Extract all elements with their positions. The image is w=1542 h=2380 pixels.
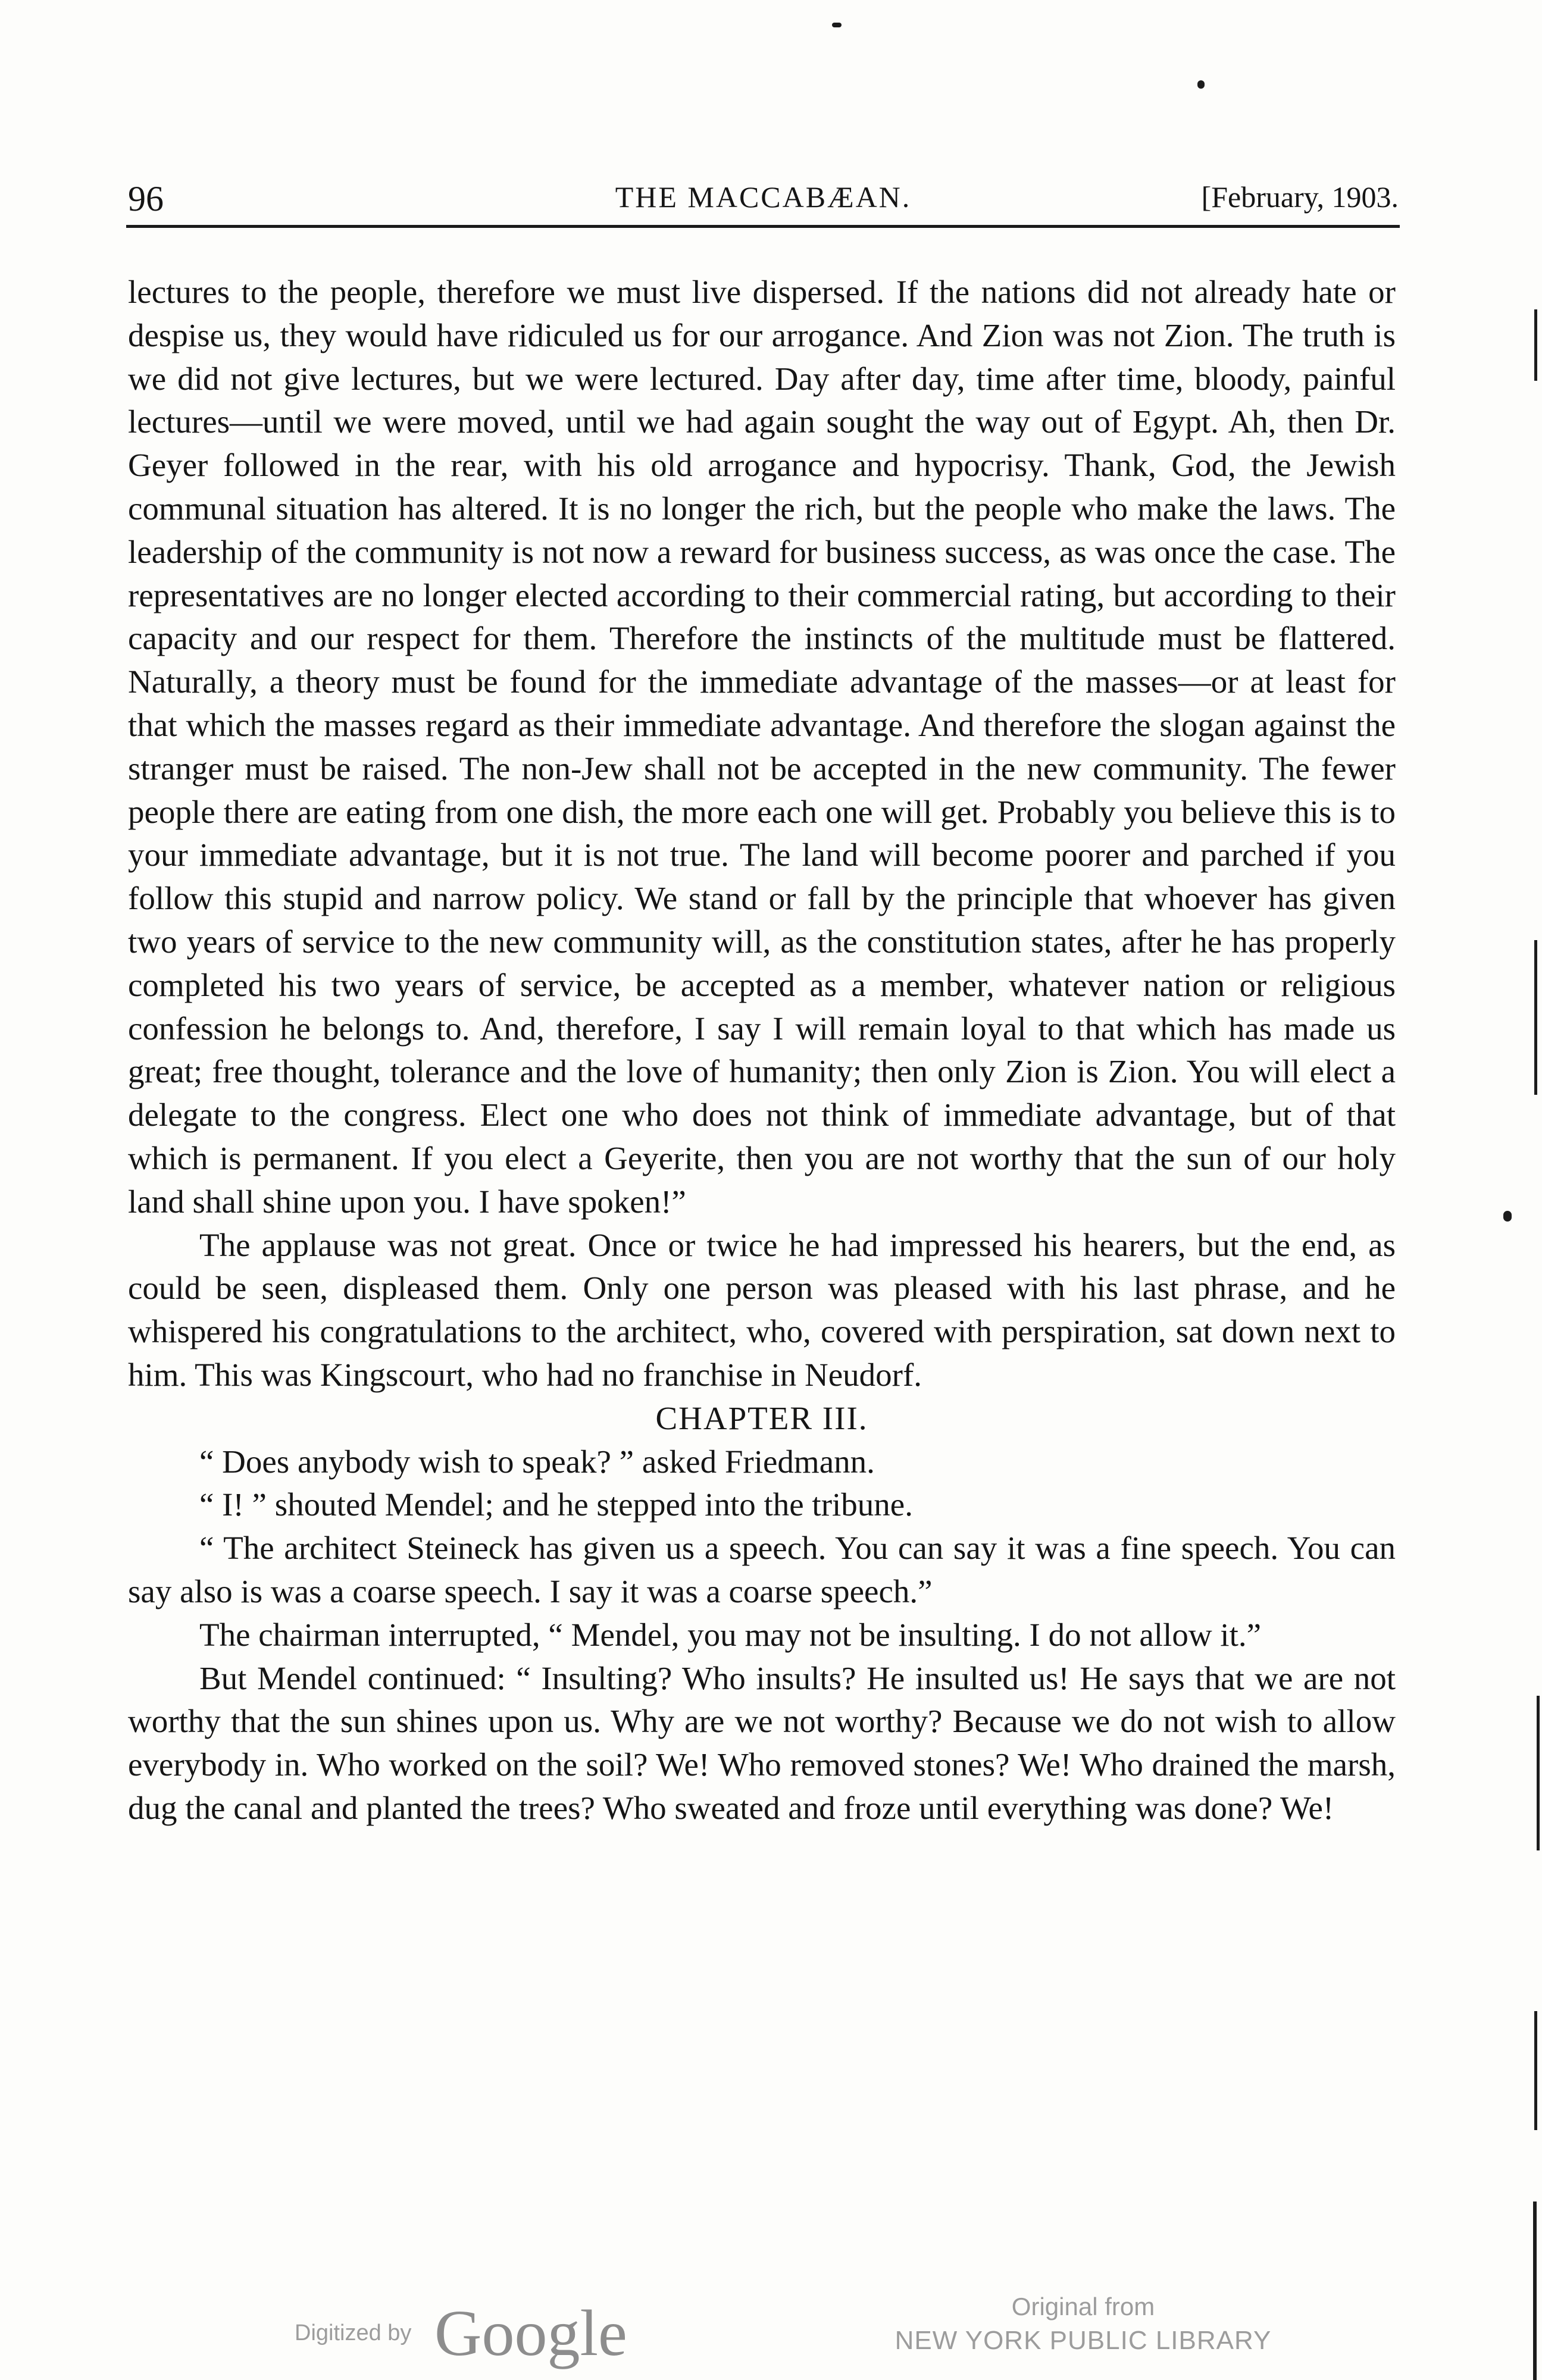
- page-edge-line: [1537, 1696, 1540, 1850]
- header-rule: [126, 225, 1400, 228]
- page-edge-line: [1534, 940, 1537, 1095]
- scan-speck: [1197, 80, 1205, 89]
- paragraph: The chairman interrupted, “ Mendel, you may not be insulting. I do not allow it.”: [199, 1616, 1262, 1653]
- running-header: [128, 174, 1399, 227]
- scan-speck: [1503, 1211, 1512, 1222]
- chapter-heading: CHAPTER III.: [655, 1399, 868, 1436]
- page-number: 96: [128, 179, 164, 218]
- issue-date: [February, 1903.: [1201, 180, 1399, 214]
- google-logo: Google: [434, 2297, 627, 2369]
- page-edge-line: [1534, 2011, 1537, 2130]
- library-name: NEW YORK PUBLIC LIBRARY: [894, 2326, 1272, 2355]
- original-from-label: Original from: [1011, 2293, 1155, 2320]
- paragraph: “ Does anybody wish to speak? ” asked Friedmann.: [199, 1443, 875, 1480]
- paragraph: But Mendel continued: “ Insulting? Who insults? He insulted us! He says that we are not worthy that the sun shines upon us. Why are we not worthy? Because we do not wish to allow everybody in. Who worked on the soil? We! Who removed stones? We! Who drained the marsh, dug the canal and planted the trees? Who sweated and froze until everything was done? We!: [128, 1659, 1396, 1826]
- library-watermark: [893, 2291, 1274, 2359]
- scan-speck: [832, 23, 842, 27]
- article-body: [128, 271, 1396, 1830]
- paragraph: “ I! ” shouted Mendel; and he stepped into the tribune.: [199, 1486, 913, 1523]
- paragraph: The applause was not great. Once or twice he had impressed his hearers, but the end, as could be seen, displeased them. Only one person was pleased with his last phrase, and he whispered his congratulations to the architect, who, covered with perspiration, sat down next to him. This was Kingscourt, who had no franchise in Neudorf.: [128, 1226, 1396, 1393]
- paragraph: lectures to the people, therefore we must live dispersed. If the nations did not already hate or despise us, they would have ridiculed us for our arrogance. And Zion was not Zion. The truth is we did not give lectures, but we were lectured. Day after day, time after time, bloody, painful lectures—until we were moved, until we had again sought the way out of Egypt. Ah, then Dr. Geyer followed in the rear, with his old arrogance and hypocrisy. Thank, God, the Jewish communal situation has altered. It is no longer the rich, but the people who make the laws. The leadership of the community is not now a reward for business success, as was once the case. The representatives are no longer elected according to their commercial rating, but according to their capacity and our respect for them. Therefore the instincts of the multitude must be flattered. Naturally, a theory must be found for the immediate advantage of the masses—or at least for that which the masses regard as their immediate advantage. And therefore the slogan against the stranger must be raised. The non-Jew shall not be accepted in the new community. The fewer people there are eating from one dish, the more each one will get. Probably you believe this is to your immediate advantage, but it is not true. The land will become poorer and parched if you follow this stupid and narrow policy. We stand or fall by the principle that whoever has given two years of service to the new community will, as the constitution states, after he has properly completed his two years of service, be accepted as a member, whatever nation or religious confession he belongs to. And, therefore, I say I will remain loyal to that which has made us great; free thought, tolerance and the love of humanity; then only Zion is Zion. You will elect a delegate to the congress. Elect one who does not think of immediate advantage, but of that which is permanent. If you elect a Geyerite, then you are not worthy that the sun of our holy land shall shine upon you. I have spoken!”: [128, 274, 1396, 1220]
- page-edge-line: [1534, 309, 1537, 381]
- journal-title: THE MACCABÆAN.: [615, 180, 912, 214]
- digitized-by-label: Digitized by: [295, 2320, 412, 2345]
- paragraph: “ The architect Steineck has given us a speech. You can say it was a fine speech. You can say also is was a coarse speech. I say it was a coarse speech.”: [128, 1530, 1396, 1609]
- page-edge-line: [1533, 2202, 1537, 2380]
